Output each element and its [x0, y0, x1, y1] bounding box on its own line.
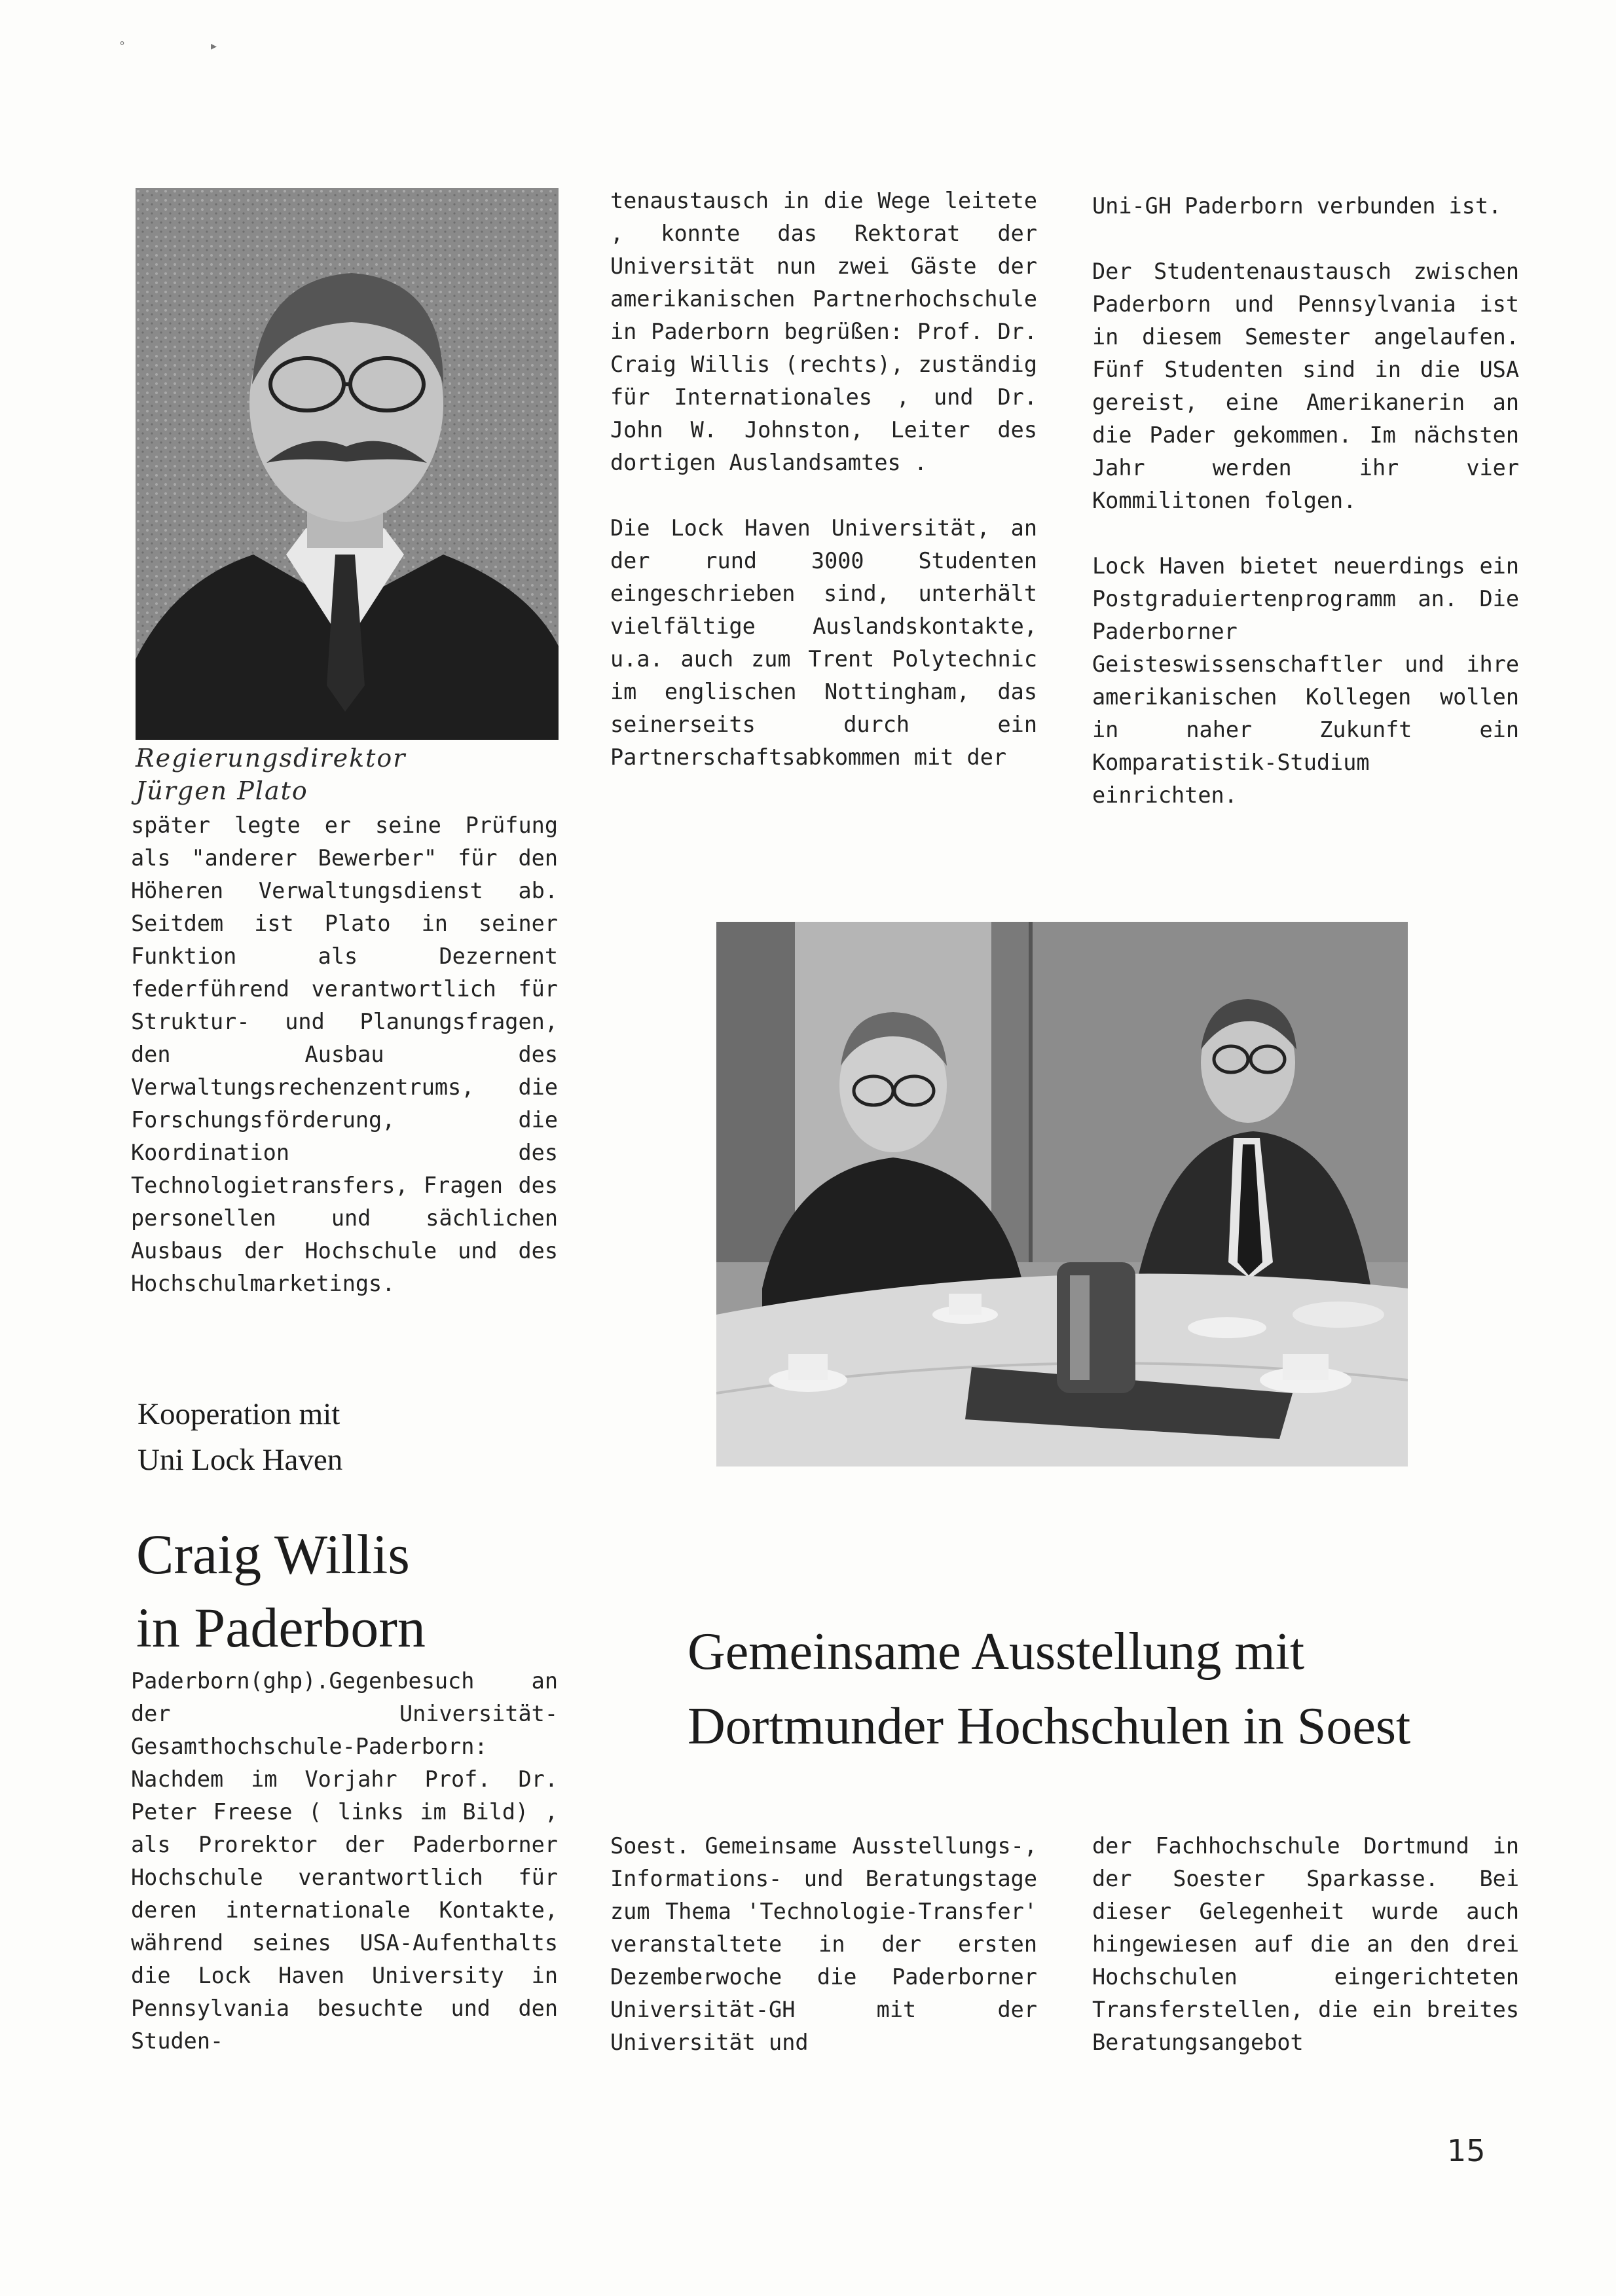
paragraph: später legte er seine Prüfung als "anderer Bewerber" für den Höheren Verwaltungsdienst ab. Seitdem ist Plato in seiner Funktion als Dezernent federführend verantwortlich für Struktur- und Planungsfragen, den Ausbau des Verwaltungsrechenzentrums, die Forschungsförderung, die Koordination des Technologietransfers, Fragen des personellen und sächlichen Ausbaus der Hochschule und des Hochschulmarketings. [131, 812, 558, 1296]
headline-gemeinsame-ausstellung [688, 1614, 1506, 1764]
portrait-illustration [136, 188, 559, 740]
portrait-photo-plato [136, 188, 559, 740]
meeting-illustration [716, 922, 1408, 1467]
soest-article-column-2 [1092, 1830, 1519, 2059]
caption-line: Jürgen Plato [136, 776, 308, 805]
soest-article-column-1 [610, 1830, 1037, 2059]
plato-article-text [131, 809, 558, 1300]
paragraph: Lock Haven bietet neuerdings ein Postgraduiertenprogramm an. Die Paderborner Geisteswissenschaftler und ihre amerikanischen Kollegen wollen in naher Zukunft ein Komparatistik-Studium einrichten. [1092, 553, 1519, 808]
photo-caption [136, 742, 559, 807]
willis-article-column-1 [131, 1665, 558, 2058]
paragraph: Die Lock Haven Universität, an der rund 3000 Studenten eingeschrieben sind, unterhält vielfältige Auslandskontakte, u.a. auch zum Trent Polytechnic im englischen Nottingham, das seinerseits durch ein Partnerschaftsabkommen mit der [610, 515, 1037, 770]
headline-craig-willis [136, 1518, 595, 1664]
caption-line: Regierungsdirektor [136, 744, 407, 773]
headline-line: Dortmunder Hochschulen in Soest [688, 1698, 1411, 1755]
page-number: 15 [1447, 2133, 1486, 2168]
paragraph: der Fachhochschule Dortmund in der Soester Sparkasse. Bei dieser Gelegenheit wurde auch hingewiesen auf die an den drei Hochschulen eingerichteten Transferstellen, die ein breites Beratungsangebot [1092, 1833, 1519, 2055]
paragraph: Uni-GH Paderborn verbunden ist. [1092, 193, 1502, 219]
scan-speck: ° [119, 39, 125, 53]
kicker [138, 1391, 563, 1483]
kicker-line: Kooperation mit [138, 1397, 340, 1431]
headline-line: Gemeinsame Ausstellung mit [688, 1623, 1305, 1681]
paragraph: Soest. Gemeinsame Ausstellungs-, Informations- und Beratungstage zum Thema 'Technologie-Transfer' veranstaltete in der ersten Dezemberwoche die Paderborner Universität-GH mit der Universität und [610, 1833, 1037, 2055]
meeting-photo-freese-willis [716, 922, 1408, 1467]
kicker-line: Uni Lock Haven [138, 1443, 343, 1477]
scan-speck: ▸ [211, 39, 217, 53]
headline-line: Craig Willis [136, 1523, 410, 1586]
headline-line: in Paderborn [136, 1596, 426, 1659]
paragraph: Paderborn(ghp).Gegenbesuch an der Universität-Gesamthochschule-Paderborn: Nachdem im Vorjahr Prof. Dr. Peter Freese ( links im Bild) , als Prorektor der Paderborner Hochschule verantwortlich für deren internationale Kontakte, während seines USA-Aufenthalts die Lock Haven University in Pennsylvania besuchte und den Studen- [131, 1668, 558, 2054]
willis-article-column-3 [1092, 190, 1519, 812]
paragraph: tenaustausch in die Wege leitete , konnte das Rektorat der Universität nun zwei Gäste der amerikanischen Partnerhochschule in Paderborn begrüßen: Prof. Dr. Craig Willis (rechts), zuständig für Internationales , und Dr. John W. Johnston, Leiter des dortigen Auslandsamtes . [610, 188, 1037, 475]
willis-article-column-2 [610, 185, 1037, 774]
paragraph: Der Studentenaustausch zwischen Paderborn und Pennsylvania ist in diesem Semester angelaufen. Fünf Studenten sind in die USA gereist, eine Amerikanerin an die Pader gekommen. Im nächsten Jahr werden ihr vier Kommilitonen folgen. [1092, 259, 1519, 513]
